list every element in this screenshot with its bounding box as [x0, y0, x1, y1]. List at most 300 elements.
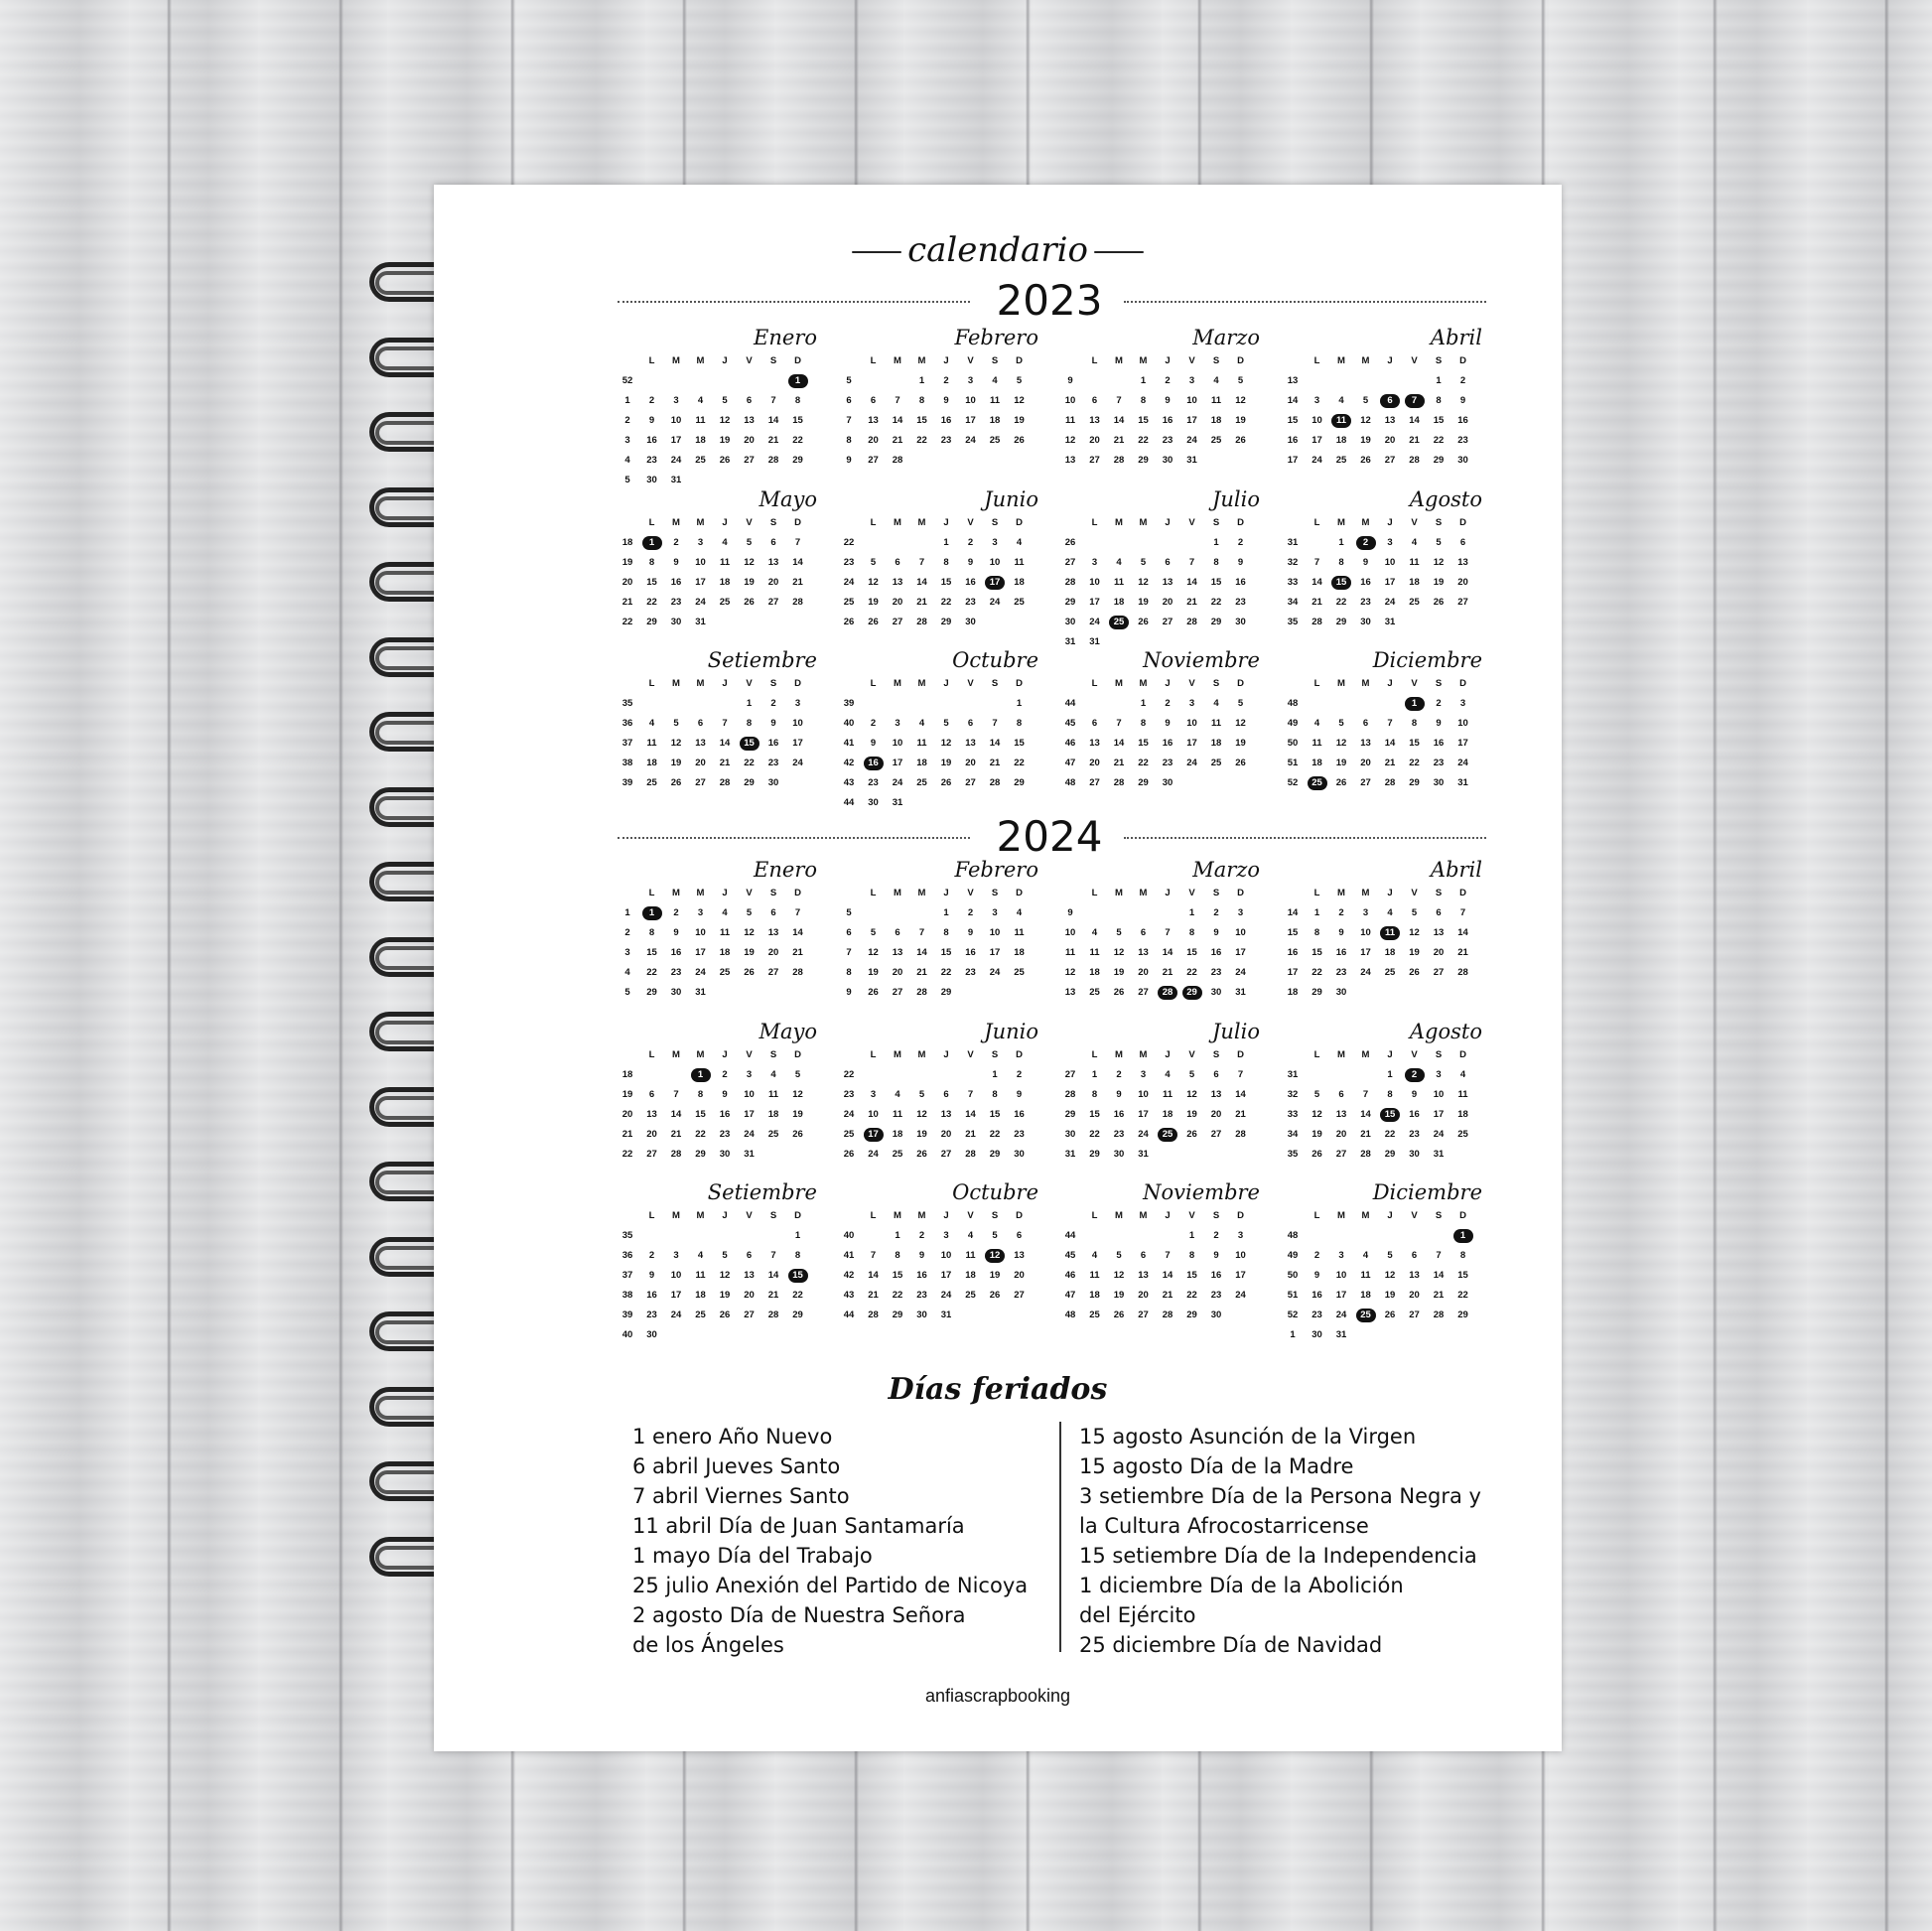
calendar-page — [434, 185, 1562, 1751]
day-cell: 4 — [895, 1089, 900, 1100]
day-cell: 9 — [1362, 557, 1369, 568]
week-row — [839, 435, 1042, 453]
week-row — [1060, 698, 1264, 716]
week-row — [1060, 1149, 1264, 1167]
day-cell: 10 — [695, 927, 706, 938]
day-cell: 24 — [1311, 455, 1322, 466]
day-cell: 7 — [770, 1250, 776, 1261]
weekday-label: V — [967, 517, 974, 528]
day-cell: 26 — [719, 1310, 731, 1320]
day-cell: 7 — [918, 557, 925, 568]
page-title — [434, 230, 1562, 270]
month-block — [1060, 326, 1264, 484]
month-name: Diciembre — [1372, 1180, 1482, 1204]
week-row — [1060, 738, 1264, 756]
day-cell: 21 — [792, 947, 803, 958]
day-cell: 13 — [1138, 1270, 1149, 1281]
year-label: 2023 — [996, 276, 1103, 325]
day-cell: 2 — [1313, 1250, 1320, 1261]
day-cell: 17 — [1186, 738, 1197, 749]
day-cell: 7 — [794, 537, 801, 548]
week-number: 37 — [621, 738, 633, 749]
day-cell: 16 — [1113, 1109, 1125, 1120]
weekday-label: V — [1411, 678, 1418, 689]
day-cell: 1 — [1436, 375, 1442, 386]
weekday-header — [1283, 1210, 1486, 1224]
month-name: Octubre — [952, 1180, 1038, 1204]
month-block — [839, 858, 1042, 1017]
day-cell: 27 — [1457, 597, 1468, 608]
day-cell: 11 — [695, 415, 706, 426]
day-cell: 11 — [965, 1250, 976, 1261]
day-cell: 3 — [1459, 698, 1466, 709]
weekday-label: V — [1188, 1210, 1195, 1221]
day-cell: 11 — [1014, 927, 1025, 938]
weekday-label: M — [696, 355, 705, 366]
day-cell: 8 — [746, 718, 753, 729]
holiday-day: 15 — [1331, 576, 1351, 590]
day-cell: 14 — [965, 1109, 976, 1120]
weekday-label: V — [746, 1210, 753, 1221]
day-cell: 7 — [1237, 1069, 1244, 1080]
weekday-label: J — [943, 888, 949, 898]
day-cell: 5 — [992, 1230, 998, 1241]
day-cell: 25 — [1457, 1129, 1468, 1140]
week-number: 1 — [624, 395, 630, 406]
week-number: 5 — [624, 987, 630, 998]
day-cell: 17 — [1138, 1109, 1149, 1120]
day-cell: 4 — [1387, 907, 1393, 918]
week-number: 30 — [1064, 1129, 1076, 1140]
holiday-line: 1 enero Año Nuevo — [632, 1425, 833, 1448]
day-cell: 10 — [1335, 1270, 1347, 1281]
day-cell: 17 — [695, 947, 706, 958]
week-row — [1283, 597, 1486, 615]
day-cell: 30 — [916, 1310, 927, 1320]
day-cell: 9 — [943, 395, 949, 406]
day-cell: 22 — [1138, 758, 1149, 768]
day-cell: 26 — [1186, 1129, 1197, 1140]
day-cell: 15 — [940, 577, 952, 588]
day-cell: 15 — [1138, 415, 1149, 426]
day-cell: 16 — [670, 577, 682, 588]
day-cell: 12 — [1138, 577, 1149, 588]
month-name: Agosto — [1409, 1020, 1482, 1043]
day-cell: 16 — [767, 738, 779, 749]
month-name: Abril — [1430, 858, 1482, 882]
day-cell: 19 — [1235, 738, 1246, 749]
day-cell: 24 — [1384, 597, 1396, 608]
day-cell: 8 — [1213, 557, 1219, 568]
day-cell: 18 — [1360, 1290, 1371, 1301]
weekday-label: V — [746, 355, 753, 366]
day-cell: 23 — [1210, 1290, 1222, 1301]
week-number: 21 — [621, 597, 633, 608]
weekday-label: L — [1091, 355, 1098, 366]
weekday-label: D — [1459, 1210, 1466, 1221]
day-cell: 4 — [1411, 537, 1418, 548]
day-cell: 19 — [1014, 415, 1025, 426]
week-row — [1060, 1069, 1264, 1087]
day-cell: 13 — [1089, 738, 1100, 749]
weekday-label: M — [1115, 517, 1123, 528]
weekday-header — [618, 517, 821, 531]
week-number: 18 — [621, 537, 633, 548]
day-cell: 3 — [1188, 698, 1195, 709]
day-cell: 4 — [1091, 927, 1098, 938]
day-cell: 6 — [1459, 537, 1466, 548]
week-number: 13 — [1287, 375, 1299, 386]
day-cell: 12 — [1335, 738, 1347, 749]
day-cell: 27 — [1162, 617, 1173, 627]
week-number: 20 — [621, 577, 633, 588]
day-cell: 16 — [670, 947, 682, 958]
day-cell: 2 — [918, 1230, 925, 1241]
day-cell: 26 — [1384, 1310, 1396, 1320]
week-number: 16 — [1287, 435, 1299, 446]
weekday-label: S — [1435, 1210, 1443, 1221]
day-cell: 27 — [1384, 455, 1396, 466]
day-cell: 19 — [1433, 577, 1445, 588]
weekday-label: D — [1459, 355, 1466, 366]
day-cell: 15 — [792, 415, 803, 426]
day-cell: 12 — [670, 738, 682, 749]
day-cell: 31 — [1138, 1149, 1149, 1160]
day-cell: 6 — [895, 557, 900, 568]
day-cell: 24 — [1186, 758, 1197, 768]
week-number: 14 — [1287, 395, 1299, 406]
weekday-label: D — [1016, 355, 1023, 366]
day-cell: 31 — [744, 1149, 755, 1160]
day-cell: 24 — [670, 1310, 682, 1320]
week-row — [1060, 1270, 1264, 1288]
day-cell: 22 — [1138, 435, 1149, 446]
day-cell: 26 — [670, 777, 682, 788]
week-row — [618, 1270, 821, 1288]
week-row — [839, 967, 1042, 985]
day-cell: 5 — [722, 1250, 728, 1261]
day-cell: 10 — [670, 415, 682, 426]
day-cell: 31 — [1186, 455, 1197, 466]
day-cell: 10 — [989, 557, 1001, 568]
day-cell: 27 — [892, 987, 903, 998]
weekday-header — [839, 678, 1042, 692]
title-swash-right — [1094, 251, 1144, 253]
weekday-label: V — [746, 888, 753, 898]
week-row — [1283, 395, 1486, 413]
day-cell: 16 — [1162, 415, 1173, 426]
weekday-label: M — [696, 678, 705, 689]
week-number: 24 — [843, 577, 855, 588]
week-row — [1060, 557, 1264, 575]
day-cell: 17 — [965, 415, 976, 426]
day-cell: 13 — [767, 557, 779, 568]
day-cell: 30 — [965, 617, 976, 627]
day-cell: 11 — [989, 395, 1001, 406]
weekday-header — [1060, 1210, 1264, 1224]
day-cell: 17 — [670, 435, 682, 446]
day-cell: 11 — [1089, 1270, 1100, 1281]
weekday-label: V — [967, 1049, 974, 1060]
day-cell: 29 — [1311, 987, 1322, 998]
week-row — [1060, 375, 1264, 393]
day-cell: 29 — [940, 987, 952, 998]
day-cell: 15 — [1210, 577, 1222, 588]
week-row — [618, 1089, 821, 1107]
day-cell: 14 — [1360, 1109, 1371, 1120]
day-cell: 29 — [1186, 1310, 1197, 1320]
day-cell: 2 — [943, 375, 949, 386]
week-row — [839, 777, 1042, 795]
day-cell: 11 — [695, 1270, 706, 1281]
week-row — [1283, 927, 1486, 945]
day-cell: 4 — [697, 1250, 704, 1261]
weekday-label: D — [794, 517, 801, 528]
day-cell: 28 — [1433, 1310, 1445, 1320]
day-cell: 23 — [868, 777, 879, 788]
day-cell: 13 — [1384, 415, 1396, 426]
week-number: 24 — [843, 1109, 855, 1120]
day-cell: 20 — [1409, 1290, 1420, 1301]
weekday-label: M — [917, 888, 926, 898]
week-number: 42 — [843, 1270, 855, 1281]
day-cell: 30 — [719, 1149, 731, 1160]
day-cell: 4 — [722, 537, 728, 548]
day-cell: 12 — [1113, 947, 1125, 958]
day-cell: 10 — [1089, 577, 1100, 588]
day-cell: 30 — [1113, 1149, 1125, 1160]
day-cell: 8 — [648, 557, 655, 568]
day-cell: 1 — [794, 1230, 801, 1241]
month-block — [1283, 326, 1486, 484]
week-number: 28 — [1064, 577, 1076, 588]
day-cell: 26 — [1113, 1310, 1125, 1320]
day-cell: 31 — [1433, 1149, 1445, 1160]
day-cell: 22 — [1335, 597, 1347, 608]
day-cell: 14 — [1409, 415, 1420, 426]
day-cell: 10 — [792, 718, 803, 729]
week-row — [839, 557, 1042, 575]
day-cell: 7 — [794, 907, 801, 918]
day-cell: 18 — [965, 1270, 976, 1281]
day-cell: 4 — [967, 1230, 974, 1241]
day-cell: 14 — [670, 1109, 682, 1120]
week-row — [1283, 777, 1486, 795]
day-cell: 5 — [1116, 927, 1122, 938]
day-cell: 25 — [1089, 987, 1100, 998]
weekday-label: M — [1115, 678, 1123, 689]
week-row — [1283, 415, 1486, 433]
day-cell: 12 — [1235, 395, 1246, 406]
week-number: 46 — [1064, 1270, 1076, 1281]
day-cell: 24 — [1138, 1129, 1149, 1140]
weekday-label: L — [648, 517, 655, 528]
day-cell: 29 — [646, 617, 657, 627]
day-cell: 19 — [1335, 758, 1347, 768]
day-cell: 30 — [1162, 455, 1173, 466]
day-cell: 31 — [1235, 987, 1246, 998]
day-cell: 11 — [646, 738, 657, 749]
weekday-label: V — [746, 1049, 753, 1060]
weekday-label: J — [1387, 517, 1393, 528]
weekday-label: J — [1387, 678, 1393, 689]
week-number: 22 — [843, 537, 855, 548]
day-cell: 18 — [1113, 597, 1125, 608]
day-cell: 3 — [1338, 1250, 1344, 1261]
holiday-line: de los Ángeles — [632, 1633, 784, 1657]
week-number: 11 — [1064, 415, 1076, 426]
day-cell: 19 — [1360, 435, 1371, 446]
day-cell: 7 — [1387, 718, 1393, 729]
weekday-header — [1060, 888, 1264, 901]
day-cell: 12 — [1384, 1270, 1396, 1281]
week-row — [1283, 537, 1486, 555]
week-number: 46 — [1064, 738, 1076, 749]
day-cell: 8 — [1338, 557, 1344, 568]
day-cell: 19 — [792, 1109, 803, 1120]
weekday-label: M — [1361, 517, 1370, 528]
day-cell: 29 — [940, 617, 952, 627]
year-header-2024 — [618, 812, 1486, 862]
day-cell: 2 — [648, 1250, 655, 1261]
day-cell: 25 — [646, 777, 657, 788]
weekday-label: V — [1411, 1210, 1418, 1221]
week-row — [1060, 1129, 1264, 1147]
day-cell: 22 — [1311, 967, 1322, 978]
weekday-label: S — [991, 355, 999, 366]
day-cell: 27 — [646, 1149, 657, 1160]
day-cell: 18 — [1089, 967, 1100, 978]
day-cell: 6 — [1213, 1069, 1219, 1080]
day-cell: 23 — [916, 1290, 927, 1301]
week-row — [1283, 577, 1486, 595]
weekday-label: S — [769, 517, 777, 528]
day-cell: 21 — [1311, 597, 1322, 608]
week-row — [1060, 455, 1264, 473]
day-cell: 16 — [1311, 1290, 1322, 1301]
day-cell: 25 — [1210, 435, 1222, 446]
month-block — [839, 1020, 1042, 1178]
day-cell: 30 — [670, 617, 682, 627]
weekday-header — [1060, 1049, 1264, 1063]
day-cell: 13 — [892, 577, 903, 588]
week-row — [1060, 1230, 1264, 1248]
day-cell: 9 — [1213, 1250, 1219, 1261]
day-cell: 16 — [1433, 738, 1445, 749]
weekday-label: S — [1435, 1049, 1443, 1060]
day-cell: 13 — [965, 738, 976, 749]
day-cell: 23 — [646, 455, 657, 466]
day-cell: 3 — [967, 375, 974, 386]
day-cell: 28 — [1113, 455, 1125, 466]
day-cell: 24 — [695, 967, 706, 978]
day-cell: 19 — [940, 758, 952, 768]
day-cell: 13 — [1433, 927, 1445, 938]
holiday-line: 15 setiembre Día de la Independencia — [1079, 1544, 1477, 1568]
day-cell: 3 — [1091, 557, 1098, 568]
day-cell: 24 — [1335, 1310, 1347, 1320]
day-cell: 30 — [646, 475, 657, 485]
day-cell: 7 — [1188, 557, 1195, 568]
day-cell: 13 — [646, 1109, 657, 1120]
day-cell: 19 — [1113, 1290, 1125, 1301]
week-number: 45 — [1064, 718, 1076, 729]
day-cell: 5 — [1116, 1250, 1122, 1261]
day-cell: 9 — [1237, 557, 1244, 568]
day-cell: 9 — [648, 1270, 655, 1281]
dotted-divider — [1124, 301, 1486, 303]
day-cell: 26 — [744, 967, 755, 978]
week-row — [618, 1250, 821, 1268]
day-cell: 9 — [1016, 1089, 1023, 1100]
day-cell: 3 — [1313, 395, 1320, 406]
day-cell: 31 — [695, 987, 706, 998]
week-row — [839, 1250, 1042, 1268]
day-cell: 29 — [1014, 777, 1025, 788]
week-number: 39 — [621, 1310, 633, 1320]
day-cell: 25 — [719, 597, 731, 608]
week-row — [839, 1310, 1042, 1327]
day-cell: 18 — [1014, 947, 1025, 958]
day-cell: 2 — [1237, 537, 1244, 548]
day-cell: 27 — [965, 777, 976, 788]
week-number: 4 — [624, 455, 630, 466]
day-cell: 21 — [670, 1129, 682, 1140]
day-cell: 6 — [648, 1089, 655, 1100]
week-row — [839, 758, 1042, 775]
day-cell: 19 — [1113, 967, 1125, 978]
month-name: Marzo — [1192, 858, 1260, 882]
week-row — [1060, 617, 1264, 634]
weekday-label: M — [1115, 1210, 1123, 1221]
week-number: 48 — [1287, 1230, 1299, 1241]
day-cell: 21 — [916, 597, 927, 608]
week-row — [839, 738, 1042, 756]
day-cell: 26 — [744, 597, 755, 608]
day-cell: 12 — [1186, 1089, 1197, 1100]
weekday-label: M — [1139, 1049, 1148, 1060]
day-cell: 11 — [1113, 577, 1125, 588]
day-cell: 2 — [1213, 1230, 1219, 1241]
holiday-line: 3 setiembre Día de la Persona Negra y — [1079, 1484, 1481, 1508]
day-cell: 30 — [1210, 1310, 1222, 1320]
week-number: 22 — [621, 617, 633, 627]
dotted-divider — [1124, 837, 1486, 839]
week-number: 40 — [843, 1230, 855, 1241]
week-row — [1283, 435, 1486, 453]
week-number: 19 — [621, 557, 633, 568]
weekday-label: S — [1435, 888, 1443, 898]
weekday-label: M — [696, 1210, 705, 1221]
week-number: 49 — [1287, 718, 1299, 729]
weekday-label: L — [1313, 1210, 1320, 1221]
day-cell: 4 — [770, 1069, 776, 1080]
day-cell: 26 — [868, 987, 879, 998]
day-cell: 7 — [1116, 718, 1122, 729]
week-row — [839, 698, 1042, 716]
weekday-label: V — [1188, 888, 1195, 898]
weekday-label: D — [1016, 1049, 1023, 1060]
day-cell: 24 — [1235, 1290, 1246, 1301]
day-cell: 1 — [1091, 1069, 1098, 1080]
day-cell: 15 — [646, 947, 657, 958]
day-cell: 8 — [943, 927, 949, 938]
day-cell: 5 — [794, 1069, 801, 1080]
week-number: 31 — [1287, 537, 1299, 548]
week-number: 15 — [1287, 927, 1299, 938]
day-cell: 21 — [1186, 597, 1197, 608]
day-cell: 24 — [1186, 435, 1197, 446]
